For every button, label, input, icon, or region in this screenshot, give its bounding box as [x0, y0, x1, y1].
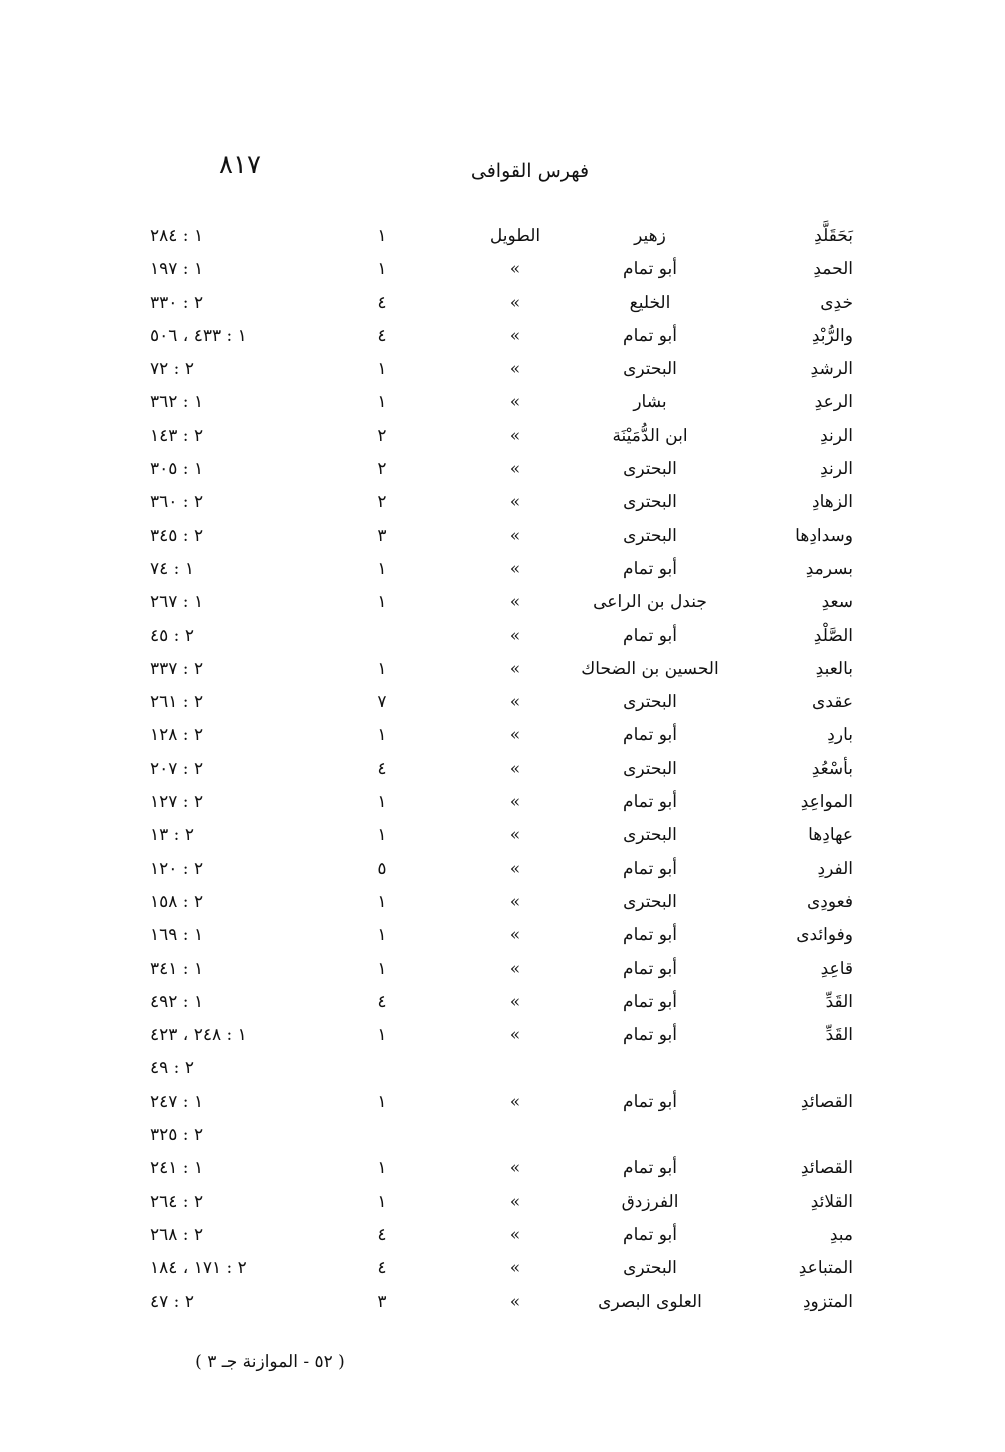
page-reference: ١ : ٣٠٥	[150, 459, 204, 480]
meter-name: »	[509, 525, 521, 546]
verse-count: ١	[377, 558, 387, 579]
table-row	[0, 322, 1005, 355]
page-reference: ٢ : ١٢٨	[150, 725, 204, 746]
poet-name: ابن الدُّمَيْنَة	[612, 425, 688, 446]
meter-name: الطويل	[489, 226, 541, 246]
rhyme-word: بَحَقَلَّدِ	[814, 226, 853, 246]
page-reference: ٢ : ٣٢٥	[150, 1125, 204, 1146]
table-row	[0, 721, 1005, 754]
table-row	[0, 1088, 1005, 1121]
page-reference: ١ : ٣٤١	[150, 958, 204, 979]
table-row	[0, 755, 1005, 788]
page-reference: ١ : ١٩٧	[150, 259, 204, 280]
rhyme-word: فعودِى	[807, 891, 853, 912]
verse-count: ١	[377, 1091, 387, 1112]
meter-name: »	[509, 658, 521, 679]
meter-name: »	[509, 425, 521, 446]
meter-name: »	[509, 925, 521, 946]
rhyme-word: بالعبدِ	[815, 658, 853, 679]
page-reference: ١ : ٢٤١	[150, 1158, 204, 1179]
rhyme-word: الرندِ	[820, 425, 853, 446]
verse-count: ١	[377, 1158, 387, 1179]
footer-signature: ( ٥٢ - الموازنة جـ ٣ )	[195, 1352, 345, 1372]
rhyme-word: بسرمدِ	[805, 558, 853, 579]
page-title: فهرس القوافى	[470, 160, 590, 182]
table-row	[0, 788, 1005, 821]
rhyme-word: باردِ	[827, 725, 853, 746]
page-reference: ٢ : ١٥٨	[150, 891, 204, 912]
verse-count: ١	[377, 891, 387, 912]
verse-count: ٤	[377, 1258, 387, 1279]
table-row	[0, 1021, 1005, 1054]
page-reference: ١ : ٤٩٢	[150, 991, 204, 1012]
table-row	[0, 988, 1005, 1021]
poet-name: أبو تمام	[623, 725, 677, 746]
rhyme-word: بأسْعُدِ	[811, 758, 853, 779]
verse-count: ١	[377, 925, 387, 946]
table-row	[0, 255, 1005, 288]
meter-name: »	[509, 1091, 521, 1112]
table-row	[0, 921, 1005, 954]
table-row	[0, 1254, 1005, 1287]
page-reference: ٢ : ٣٣٧	[150, 658, 204, 679]
table-row	[0, 1188, 1005, 1221]
table-row	[0, 1054, 1005, 1087]
rhyme-word: القلائدِ	[810, 1191, 853, 1212]
page-reference: ١ : ٢٤٧	[150, 1091, 204, 1112]
poet-name: البحترى	[623, 891, 677, 912]
rhyme-word: الرندِ	[820, 459, 853, 480]
poet-name: بشار	[633, 392, 667, 413]
meter-name: »	[509, 1158, 521, 1179]
poet-name: أبو تمام	[623, 325, 677, 346]
poet-name: البحترى	[623, 758, 677, 779]
verse-count: ٤	[377, 758, 387, 779]
verse-count: ٤	[377, 991, 387, 1012]
meter-name: »	[509, 592, 521, 613]
page-reference: ٢ : ٤٥	[150, 625, 194, 646]
table-row	[0, 555, 1005, 588]
page-reference: ١ : ١٦٩	[150, 925, 204, 946]
table-row	[0, 522, 1005, 555]
table-row	[0, 289, 1005, 322]
poet-name: أبو تمام	[623, 1224, 677, 1245]
page-reference: ١ : ٧٤	[150, 558, 194, 579]
page-reference: ١ : ٢٨٤	[150, 226, 204, 246]
rhyme-word: القصائدِ	[800, 1091, 853, 1112]
poet-name: البحترى	[623, 1258, 677, 1279]
page-reference: ٢ : ٣٦٠	[150, 492, 204, 513]
poet-name: أبو تمام	[623, 792, 677, 813]
poet-name: أبو تمام	[623, 1025, 677, 1046]
meter-name: »	[509, 825, 521, 846]
table-row	[0, 222, 1005, 255]
page-reference: ١ : ٢٤٨ ، ٤٢٣	[150, 1025, 247, 1046]
rhyme-word: الزهادِ	[812, 492, 853, 513]
verse-count: ١	[377, 725, 387, 746]
rhyme-word: المتزودِ	[802, 1291, 853, 1312]
rhyme-word: سعدِ	[821, 592, 853, 613]
page-reference: ١ : ٤٣٣ ، ٥٠٦	[150, 325, 247, 346]
rhyme-word: الرعدِ	[814, 392, 853, 413]
meter-name: »	[509, 1191, 521, 1212]
rhyme-word: وفوائدى	[796, 925, 853, 946]
rhyme-word: وسدادِها	[795, 525, 853, 546]
rhyme-word: خدِى	[820, 292, 853, 313]
rhyme-word: القصائدِ	[800, 1158, 853, 1179]
poet-name: البحترى	[623, 492, 677, 513]
table-row	[0, 1121, 1005, 1154]
table-row	[0, 1221, 1005, 1254]
rhyme-word: والرُّبْدِ	[811, 325, 853, 346]
verse-count: ١	[377, 259, 387, 280]
table-row	[0, 588, 1005, 621]
verse-count: ١	[377, 958, 387, 979]
verse-count: ٤	[377, 325, 387, 346]
table-row	[0, 855, 1005, 888]
poet-name: أبو تمام	[623, 259, 677, 280]
verse-count: ٢	[377, 492, 387, 513]
table-row	[0, 488, 1005, 521]
meter-name: »	[509, 392, 521, 413]
page-reference: ٢ : ١٢٠	[150, 858, 204, 879]
page-reference: ٢ : ١٤٣	[150, 425, 204, 446]
page-reference: ٢ : ١٢٧	[150, 792, 204, 813]
verse-count: ٢	[377, 425, 387, 446]
poet-name: أبو تمام	[623, 925, 677, 946]
meter-name: »	[509, 758, 521, 779]
rhyme-word: الصَّلْدِ	[813, 625, 853, 646]
verse-count: ٧	[377, 692, 387, 713]
poet-name: البحترى	[623, 525, 677, 546]
meter-name: »	[509, 558, 521, 579]
poet-name: أبو تمام	[623, 625, 677, 646]
table-row	[0, 888, 1005, 921]
rhyme-word: مبدِ	[829, 1224, 853, 1245]
meter-name: »	[509, 1224, 521, 1245]
table-row	[0, 622, 1005, 655]
page-reference: ٢ : ١٣	[150, 825, 194, 846]
page-reference: ٢ : ٢٦٤	[150, 1191, 204, 1212]
verse-count: ١	[377, 1025, 387, 1046]
poet-name: البحترى	[623, 359, 677, 380]
page-reference: ١ : ٣٦٢	[150, 392, 204, 413]
poet-name: أبو تمام	[623, 958, 677, 979]
poet-name: أبو تمام	[623, 1158, 677, 1179]
rhyme-word: عقدى	[812, 692, 853, 713]
poet-name: أبو تمام	[623, 991, 677, 1012]
table-row	[0, 688, 1005, 721]
page-reference: ٢ : ٣٤٥	[150, 525, 204, 546]
verse-count: ٥	[377, 858, 387, 879]
verse-count: ١	[377, 792, 387, 813]
poet-name: زهير	[634, 226, 666, 246]
verse-count: ١	[377, 592, 387, 613]
meter-name: »	[509, 1291, 521, 1312]
rhyme-word: قاعِدِ	[820, 958, 853, 979]
poet-name: الحسين بن الضحاك	[581, 658, 719, 679]
meter-name: »	[509, 858, 521, 879]
page-reference: ٢ : ١٧١ ، ١٨٤	[150, 1258, 247, 1279]
meter-name: »	[509, 625, 521, 646]
verse-count: ٤	[377, 1224, 387, 1245]
rhyme-word: المواعِدِ	[800, 792, 853, 813]
verse-count: ١	[377, 392, 387, 413]
page-reference: ٢ : ٢٦٨	[150, 1224, 204, 1245]
verse-count: ٤	[377, 292, 387, 313]
meter-name: »	[509, 259, 521, 280]
rhyme-word: المتباعدِ	[798, 1258, 853, 1279]
meter-name: »	[509, 725, 521, 746]
poet-name: أبو تمام	[623, 858, 677, 879]
verse-count: ١	[377, 226, 387, 246]
verse-count: ١	[377, 1191, 387, 1212]
rhyme-word: عهادِها	[808, 825, 853, 846]
page-reference: ٢ : ٤٩	[150, 1058, 194, 1079]
table-row	[0, 821, 1005, 854]
meter-name: »	[509, 459, 521, 480]
page-reference: ٢ : ٧٢	[150, 359, 194, 380]
poet-name: البحترى	[623, 825, 677, 846]
meter-name: »	[509, 292, 521, 313]
rhyme-word: الرشدِ	[810, 359, 853, 380]
page-reference: ٢ : ٤٧	[150, 1291, 194, 1312]
poet-name: البحترى	[623, 692, 677, 713]
page-number: ٨١٧	[219, 150, 261, 180]
meter-name: »	[509, 958, 521, 979]
page-reference: ٢ : ٢٦١	[150, 692, 204, 713]
poet-name: أبو تمام	[623, 558, 677, 579]
meter-name: »	[509, 692, 521, 713]
meter-name: »	[509, 792, 521, 813]
rhyme-word: القَدِّ	[825, 991, 853, 1012]
poet-name: العلوى البصرى	[598, 1291, 702, 1312]
table-row	[0, 422, 1005, 455]
verse-count: ١	[377, 658, 387, 679]
rhyme-word: القَدِّ	[825, 1025, 853, 1046]
page-reference: ١ : ٢٦٧	[150, 592, 204, 613]
verse-count: ٣	[377, 1291, 387, 1312]
meter-name: »	[509, 891, 521, 912]
meter-name: »	[509, 359, 521, 380]
table-row	[0, 388, 1005, 421]
meter-name: »	[509, 492, 521, 513]
table-row	[0, 955, 1005, 988]
page-reference: ٢ : ٢٠٧	[150, 758, 204, 779]
table-row	[0, 1154, 1005, 1187]
verse-count: ٣	[377, 525, 387, 546]
verse-count: ١	[377, 825, 387, 846]
rhyme-word: الحمدِ	[813, 259, 853, 280]
poet-name: أبو تمام	[623, 1091, 677, 1112]
page-reference: ٢ : ٣٣٠	[150, 292, 204, 313]
meter-name: »	[509, 1258, 521, 1279]
table-row	[0, 455, 1005, 488]
table-row	[0, 355, 1005, 388]
meter-name: »	[509, 991, 521, 1012]
rhyme-index-table	[0, 222, 1005, 1321]
rhyme-word: الفردِ	[817, 858, 853, 879]
meter-name: »	[509, 1025, 521, 1046]
table-row	[0, 655, 1005, 688]
poet-name: البحترى	[623, 459, 677, 480]
poet-name: الخليع	[629, 292, 671, 313]
poet-name: جندل بن الراعى	[593, 592, 707, 613]
table-row	[0, 1288, 1005, 1321]
verse-count: ١	[377, 359, 387, 380]
verse-count: ٢	[377, 459, 387, 480]
poet-name: الفرزدق	[621, 1191, 679, 1212]
meter-name: »	[509, 325, 521, 346]
